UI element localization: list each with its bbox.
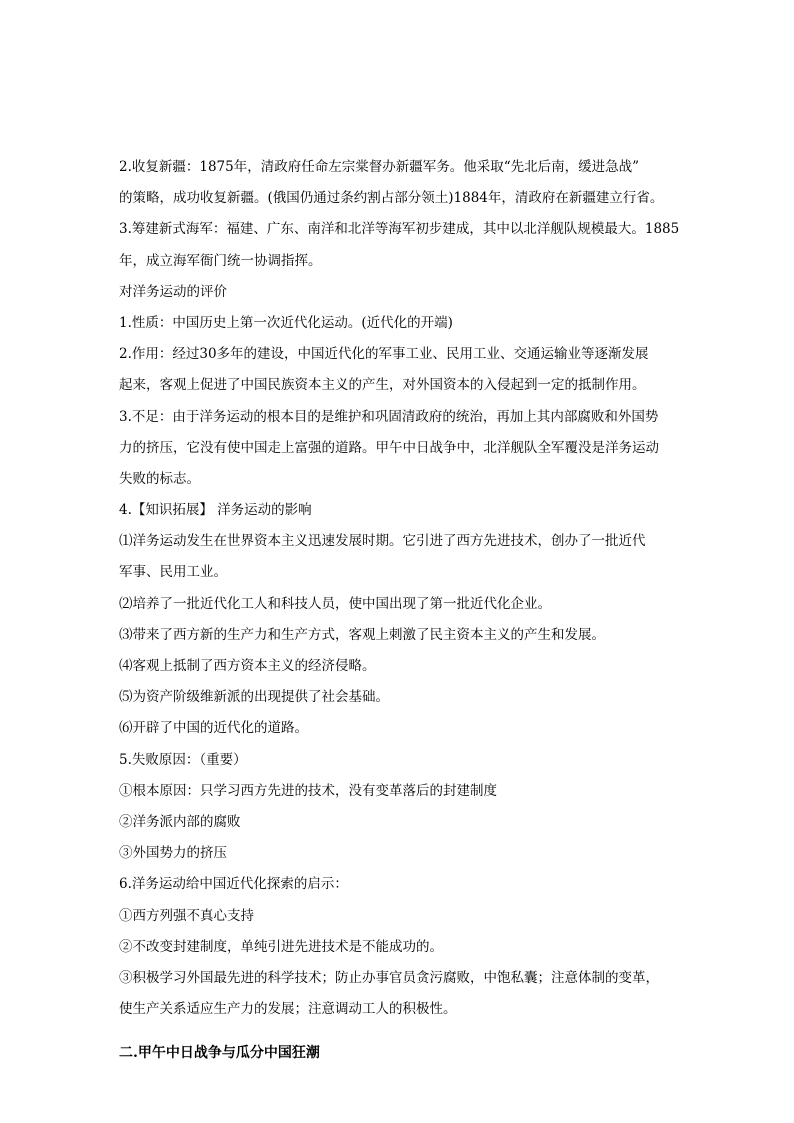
text-line: 5.失败原因：（重要） <box>119 751 247 768</box>
text-line: ①西方列强不真心支持 <box>119 907 254 924</box>
section-heading: 二.甲午中日战争与瓜分中国狂潮 <box>119 1045 320 1062</box>
text-line: 4.【知识拓展】 洋务运动的影响 <box>119 502 312 519</box>
text-line: ⑸为资产阶级维新派的出现提供了社会基础。 <box>119 689 389 706</box>
text-line: ②不改变封建制度，单纯引进先进技术是不能成功的。 <box>119 938 443 955</box>
text-line: ⑴洋务运动发生在世界资本主义迅速发展时期。它引进了西方先进技术，创办了一批近代 <box>119 533 646 550</box>
text-line: 2.作用：经过30多年的建设，中国近代化的军事工业、民用工业、交通运输业等逐渐发展 <box>119 346 649 363</box>
text-line: ⑵培养了一批近代化工人和科技人员，使中国出现了第一批近代化企业。 <box>119 595 551 612</box>
text-line: ②洋务派内部的腐败 <box>119 813 241 830</box>
text-line: 失败的标志。 <box>119 470 200 487</box>
text-line: 军事、民用工业。 <box>119 564 227 581</box>
text-line: 6.洋务运动给中国近代化探索的启示： <box>119 876 348 893</box>
text-line: 起来，客观上促进了中国民族资本主义的产生，对外国资本的入侵起到一定的抵制作用。 <box>119 377 646 394</box>
text-line: ①根本原因：只学习西方先进的技术，没有变革落后的封建制度 <box>119 782 497 799</box>
text-line: ③积极学习外国最先进的科学技术；防止办事官员贪污腐败，中饱私囊；注意体制的变革， <box>119 969 659 986</box>
text-line: ⑶带来了西方新的生产力和生产方式，客观上刺激了民主资本主义的产生和发展。 <box>119 626 605 643</box>
subheading-line: 对洋务运动的评价 <box>119 283 227 300</box>
document-body <box>119 152 679 1069</box>
text-line: 3.筹建新式海军：福建、广东、南洋和北洋等海军初步建成，其中以北洋舰队规模最大。1885 <box>119 221 679 238</box>
text-line: 的策略，成功收复新疆。(俄国仍通过条约割占部分领土)1884年，清政府在新疆建立行省。 <box>119 190 664 207</box>
text-line: 3.不足：由于洋务运动的根本目的是维护和巩固清政府的统治，再加上其内部腐败和外国势 <box>119 408 659 425</box>
text-line: ⑹开辟了中国的近代化的道路。 <box>119 720 308 737</box>
text-line: ③外国势力的挤压 <box>119 845 227 862</box>
text-line: 1.性质：中国历史上第一次近代化运动。(近代化的开端) <box>119 314 453 331</box>
text-line: ⑷客观上抵制了西方资本主义的经济侵略。 <box>119 658 376 674</box>
text-line: 使生产关系适应生产力的发展；注意调动工人的积极性。 <box>119 1001 457 1018</box>
text-line: 年，成立海军衙门统一协调指挥。 <box>119 252 322 269</box>
text-line: 2.收复新疆：1875年，清政府任命左宗棠督办新疆军务。他采取“先北后南，缓进急战” <box>119 159 640 175</box>
text-line: 力的挤压，它没有使中国走上富强的道路。甲午中日战争中，北洋舰队全军覆没是洋务运动 <box>119 439 659 456</box>
